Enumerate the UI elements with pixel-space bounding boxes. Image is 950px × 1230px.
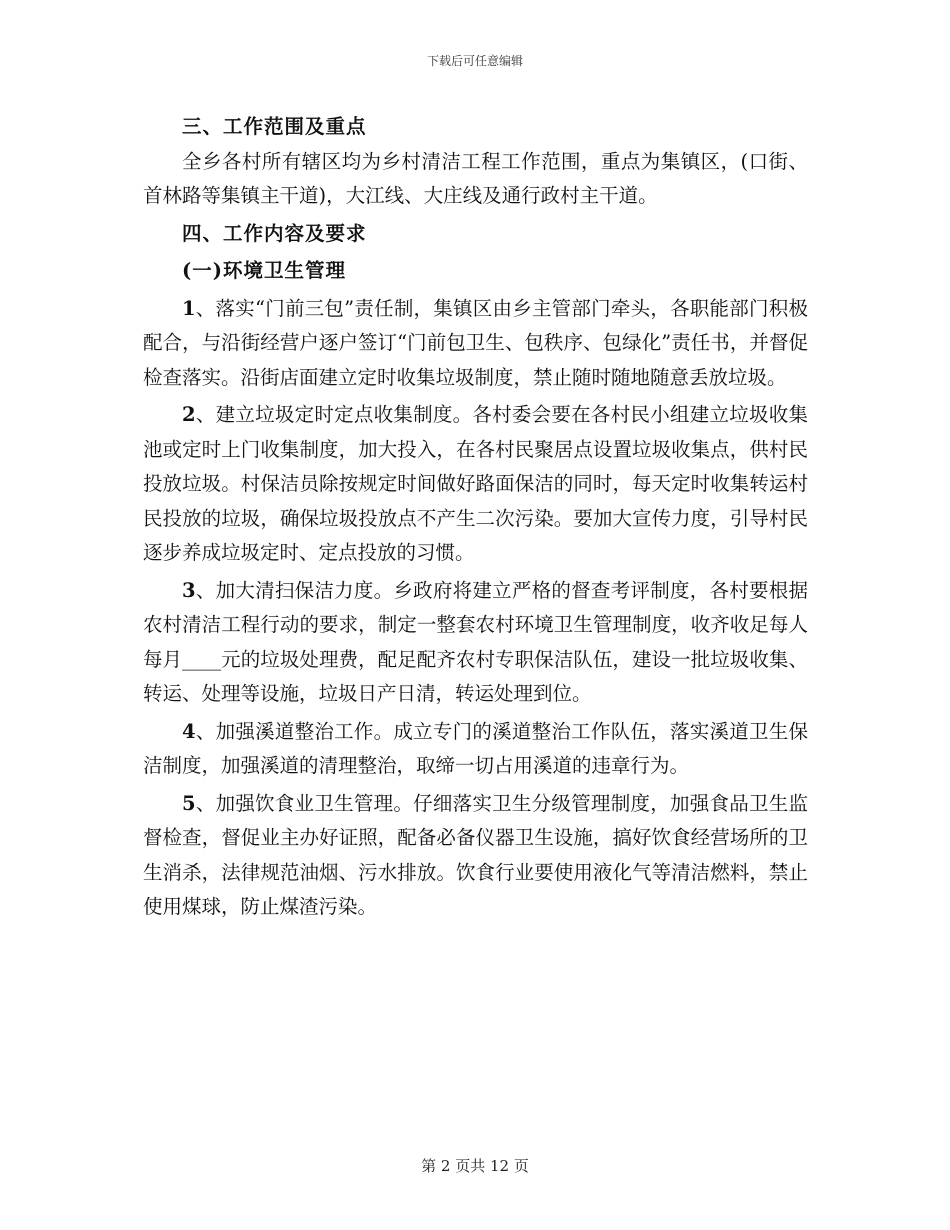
page-header: 下载后可任意编辑	[426, 54, 523, 68]
list-item	[143, 715, 808, 784]
item-text: 、建立垃圾定时定点收集制度。各村委会要在各村民小组建立垃圾收集池或定时上门收集制度，加大投入，在各村民聚居点设置垃圾收集点，供村民投放垃圾。村保洁员除按规定时间做好路面保洁的同时，每天定时收集转运村民投放的垃圾，确保垃圾投放点不产生二次污染。要加大宣传力度，引导村民逐步养成垃圾定时、定点投放的习惯。	[143, 403, 808, 564]
item-text: 、加强溪道整治工作。成立专门的溪道整治工作队伍，落实溪道卫生保洁制度，加强溪道的清理整治，取缔一切占用溪道的违章行为。	[143, 719, 808, 777]
item-text: 、加强饮食业卫生管理。仔细落实卫生分级管理制度，加强食品卫生监督检查，督促业主办好证照，配备必备仪器卫生设施，搞好饮食经营场所的卫生消杀，法律规范油烟、污水排放。饮食行业要使用液化气等清洁燃料，禁止使用煤球，防止煤渣污染。	[143, 791, 808, 918]
item-number: 5	[182, 791, 196, 815]
paragraph-scope: 全乡各村所有辖区均为乡村清洁工程工作范围，重点为集镇区，(口街、首林路等集镇主干道)，大江线、大庄线及通行政村主干道。	[143, 149, 808, 207]
subsection-heading-environment: (一)环境卫生管理	[182, 259, 346, 282]
list-item	[143, 574, 808, 712]
document-body	[143, 110, 808, 925]
item-number: 1	[182, 296, 196, 320]
item-number: 3	[182, 578, 196, 602]
item-text: 、加大清扫保洁力度。乡政府将建立严格的督查考评制度，各村要根据农村清洁工程行动的要求，制定一整套农村环境卫生管理制度，收齐收足每人每月____元的垃圾处理费，配足配齐农村专职保洁队伍，建设一批垃圾收集、转运、处理等设施，垃圾日产日清，转运处理到位。	[143, 578, 808, 705]
list-item	[143, 292, 808, 396]
list-item	[143, 787, 808, 925]
item-text: 、落实“门前三包”责任制，集镇区由乡主管部门牵头，各职能部门积极配合，与沿街经营户逐户签订“门前包卫生、包秩序、包绿化”责任书，并督促检查落实。沿街店面建立定时收集垃圾制度，禁止随时随地随意丢放垃圾。	[143, 296, 808, 389]
section-heading-content: 四、工作内容及要求	[182, 221, 367, 245]
item-number: 2	[182, 403, 196, 426]
list-item	[143, 398, 808, 571]
page-footer: 第 2 页共 12 页	[421, 1157, 529, 1175]
section-heading-scope: 三、工作范围及重点	[182, 115, 367, 138]
item-number: 4	[182, 719, 196, 743]
